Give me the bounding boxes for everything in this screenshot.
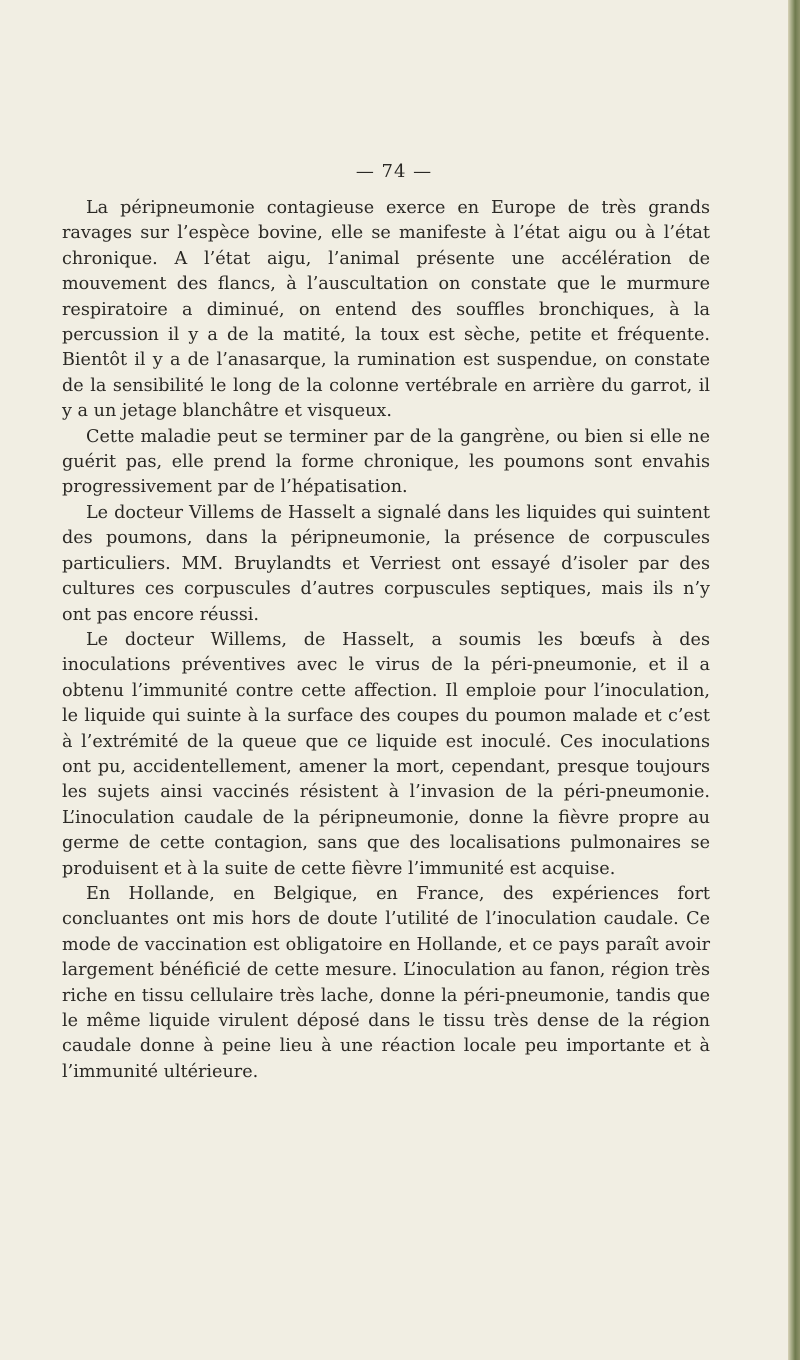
paragraph: La péripneumonie contagieuse exerce en Europe de très grands ravages sur l’espèce bovine, elle se manifeste à l’état aigu ou à l’état chronique. A l’état aigu, l’animal présente une accélération de mouvement des flancs, à l’auscultation on constate que le murmure respiratoire a diminué, on entend des souffles bronchiques, à la percussion il y a de la matité, la toux est sèche, petite et fréquente. Bientôt il y a de l’anasarque, la rumination est suspendue, on constate de la sensibilité le long de la colonne vertébrale en arrière du garrot, il y a un jetage blanchâtre et visqueux.: [62, 198, 710, 422]
page-number: — 74 —: [355, 161, 433, 182]
paragraph: Le docteur Villems de Hasselt a signalé dans les liquides qui suintent des poumons, dans la péripneumonie, la présence de corpuscules particuliers. MM. Bruylandts et Verriest ont essayé d’isoler par des cultures ces corpuscules d’autres corpuscules septiques, mais ils n’y ont pas encore réussi.: [62, 502, 710, 625]
paragraph: Cette maladie peut se terminer par de la gangrène, ou bien si elle ne guérit pas, elle prend la forme chronique, les poumons sont envahis progressivement par de l’hépatisation.: [62, 426, 710, 498]
paragraph: Le docteur Willems, de Hasselt, a soumis les bœufs à des inoculations préventives avec le virus de la péri-pneumonie, et il a obtenu l’immunité contre cette affection. Il emploie pour l’inoculation, le liquide qui suinte à la surface des coupes du poumon malade et c’est à l’extrémité de la queue que ce liquide est inoculé. Ces inoculations ont pu, accidentellement, amener la mort, cependant, presque toujours les sujets ainsi vaccinés résistent à l’invasion de la péri-pneumonie. L’inoculation caudale de la péripneumonie, donne la fièvre propre au germe de cette contagion, sans que des localisations pulmonaires se produisent et à la suite de cette fièvre l’immunité est acquise.: [62, 629, 710, 879]
body-text: [62, 196, 710, 1085]
page-binding-edge: [788, 0, 800, 1360]
paragraph: En Hollande, en Belgique, en France, des expériences fort concluantes ont mis hors de doute l’utilité de l’inoculation caudale. Ce mode de vaccination est obligatoire en Hollande, et ce pays paraît avoir largement bénéficié de cette mesure. L’inoculation au fanon, région très riche en tissu cellulaire très lache, donne la péri-pneumonie, tandis que le même liquide virulent déposé dans le tissu très dense de la région caudale donne à peine lieu à une réaction locale peu importante et à l’immunité ultérieure.: [62, 883, 710, 1082]
